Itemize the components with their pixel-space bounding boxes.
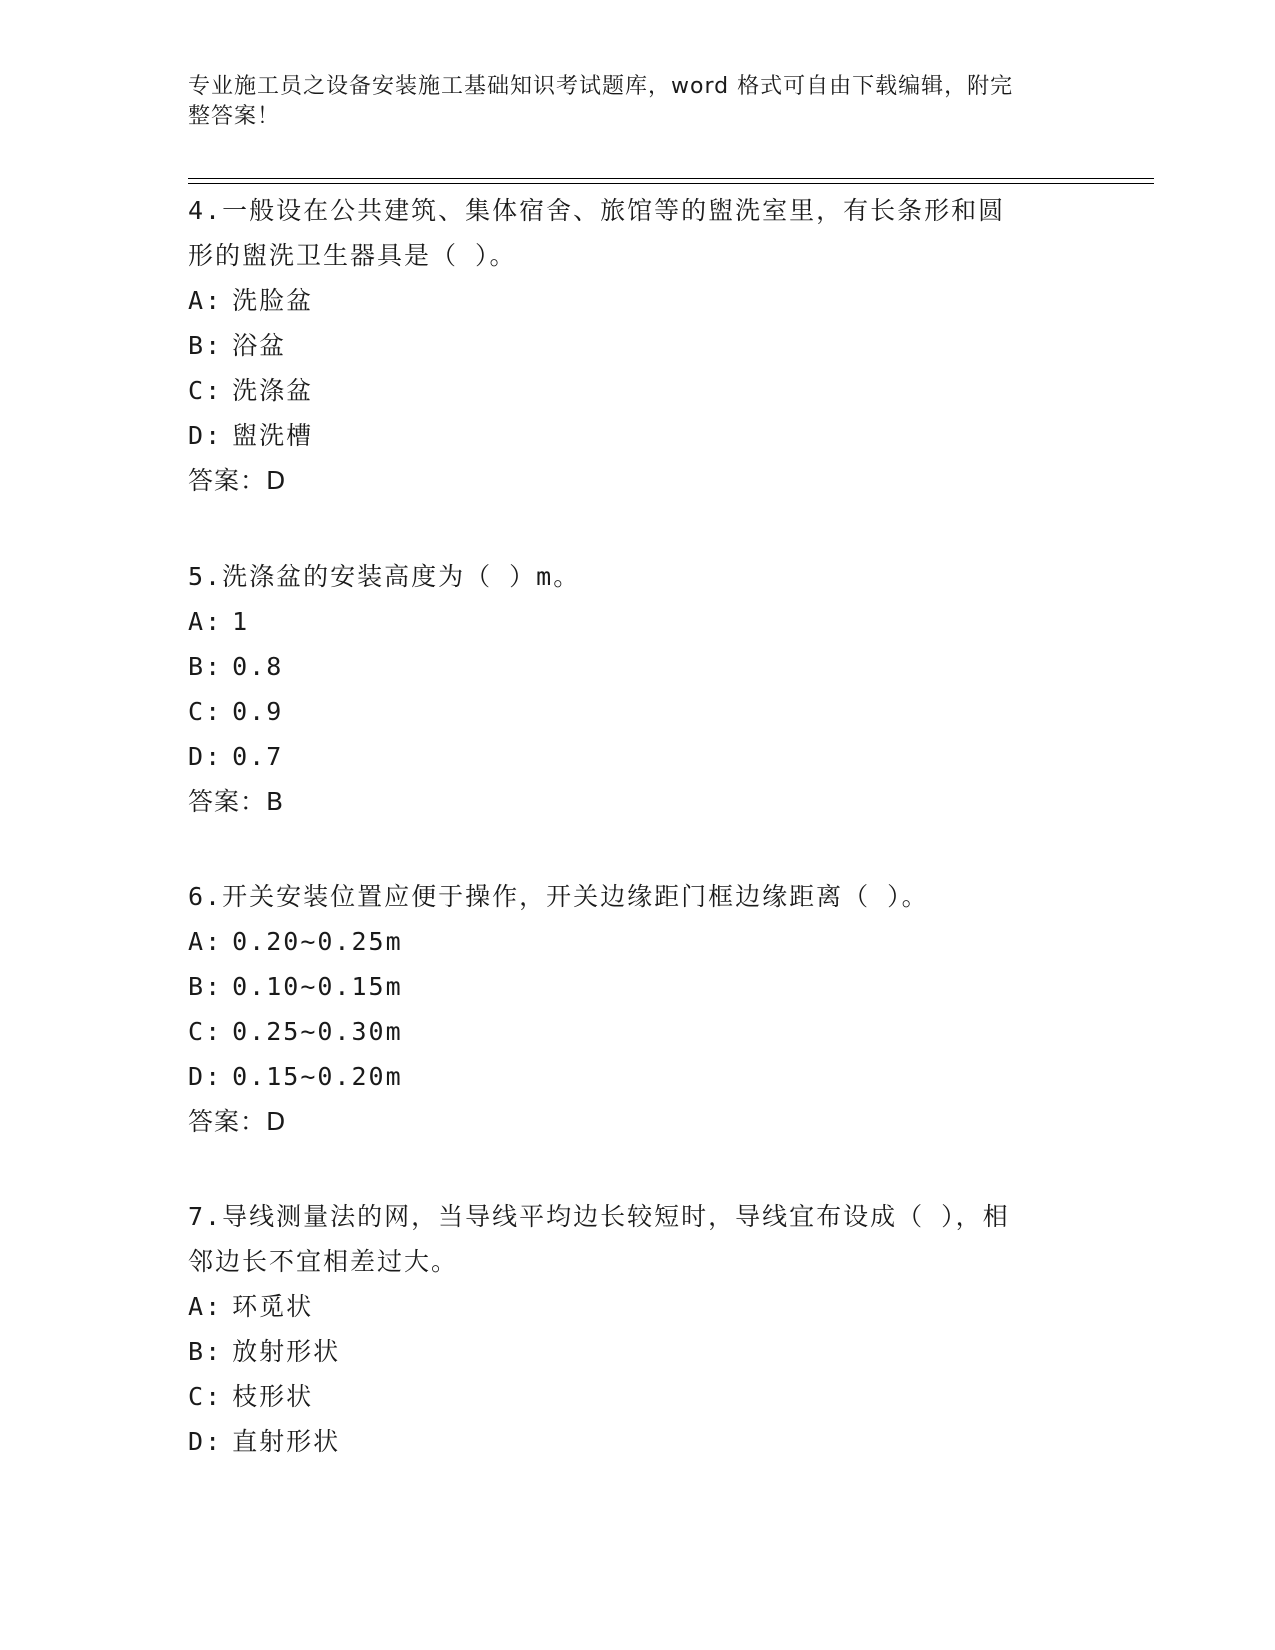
option-colon: : <box>205 1427 223 1456</box>
option-colon: : <box>205 421 223 450</box>
option-text: 盥洗槽 <box>232 421 314 450</box>
option-d <box>188 1419 1088 1464</box>
header-divider-top <box>188 178 1154 179</box>
option-c <box>188 689 1088 734</box>
option-b <box>188 964 1088 1009</box>
option-a <box>188 278 1088 323</box>
question-stem-line-1: 6.开关安装位置应便于操作，开关边缘距门框边缘距离（ ）。 <box>188 882 929 911</box>
option-letter: D <box>188 1427 206 1456</box>
option-colon: : <box>205 1292 223 1321</box>
option-text: 枝形状 <box>232 1382 314 1411</box>
option-colon: : <box>205 376 223 405</box>
question-stem-line-2: 形的盥洗卫生器具是（ ）。 <box>188 241 517 270</box>
question-stem-line-1: 5.洗涤盆的安装高度为（ ）m。 <box>188 562 581 591</box>
answer: 答案：D <box>188 466 287 495</box>
question-6 <box>188 874 1088 1144</box>
option-colon: : <box>205 286 223 315</box>
option-letter: A <box>188 286 206 315</box>
option-colon: : <box>205 697 223 726</box>
option-text: 直射形状 <box>232 1427 341 1456</box>
option-text: 0.20~0.25m <box>232 927 403 956</box>
option-b <box>188 323 1088 368</box>
option-colon: : <box>205 972 223 1001</box>
option-letter: D <box>188 1062 206 1091</box>
option-a <box>188 1284 1088 1329</box>
option-d <box>188 413 1088 458</box>
question-stem-line-1: 4.一般设在公共建筑、集体宿舍、旅馆等的盥洗室里，有长条形和圆 <box>188 196 1006 225</box>
option-a <box>188 599 1088 644</box>
header-divider-bottom <box>188 183 1154 184</box>
question-7 <box>188 1194 1088 1464</box>
option-letter: B <box>188 331 206 360</box>
option-c <box>188 1374 1088 1419</box>
header-line-2: 整答案！ <box>188 104 281 129</box>
option-letter: A <box>188 927 206 956</box>
option-colon: : <box>205 1337 223 1366</box>
option-letter: B <box>188 1337 206 1366</box>
option-text: 0.10~0.15m <box>232 972 403 1001</box>
option-letter: A <box>188 1292 206 1321</box>
option-text: 环觅状 <box>232 1292 314 1321</box>
option-letter: C <box>188 376 206 405</box>
option-text: 放射形状 <box>232 1337 341 1366</box>
option-letter: D <box>188 421 206 450</box>
option-letter: A <box>188 607 206 636</box>
question-4 <box>188 188 1088 503</box>
option-a <box>188 919 1088 964</box>
option-text: 1 <box>232 607 250 636</box>
option-colon: : <box>205 1382 223 1411</box>
option-letter: C <box>188 697 206 726</box>
option-text: 0.7 <box>232 742 284 771</box>
option-c <box>188 1009 1088 1054</box>
option-colon: : <box>205 742 223 771</box>
option-text: 0.15~0.20m <box>232 1062 403 1091</box>
option-colon: : <box>205 607 223 636</box>
answer: 答案：D <box>188 1107 287 1136</box>
option-colon: : <box>205 1017 223 1046</box>
option-b <box>188 1329 1088 1374</box>
option-text: 洗脸盆 <box>232 286 314 315</box>
document-header <box>188 72 1078 132</box>
option-c <box>188 368 1088 413</box>
header-line-1: 专业施工员之设备安装施工基础知识考试题库，word 格式可自由下载编辑，附完 <box>188 74 1014 99</box>
option-colon: : <box>205 652 223 681</box>
option-letter: D <box>188 742 206 771</box>
option-letter: C <box>188 1382 206 1411</box>
option-colon: : <box>205 331 223 360</box>
option-b <box>188 644 1088 689</box>
question-stem-line-1: 7.导线测量法的网，当导线平均边长较短时，导线宜布设成（ ），相 <box>188 1202 1010 1231</box>
option-text: 0.25~0.30m <box>232 1017 403 1046</box>
option-d <box>188 734 1088 779</box>
option-text: 0.8 <box>232 652 284 681</box>
option-text: 浴盆 <box>232 331 287 360</box>
question-5 <box>188 554 1088 824</box>
answer: 答案：B <box>188 787 285 816</box>
option-letter: C <box>188 1017 206 1046</box>
option-text: 洗涤盆 <box>232 376 314 405</box>
question-stem-line-2: 邻边长不宜相差过大。 <box>188 1247 459 1276</box>
option-colon: : <box>205 927 223 956</box>
option-text: 0.9 <box>232 697 284 726</box>
option-letter: B <box>188 652 206 681</box>
option-letter: B <box>188 972 206 1001</box>
option-colon: : <box>205 1062 223 1091</box>
option-d <box>188 1054 1088 1099</box>
